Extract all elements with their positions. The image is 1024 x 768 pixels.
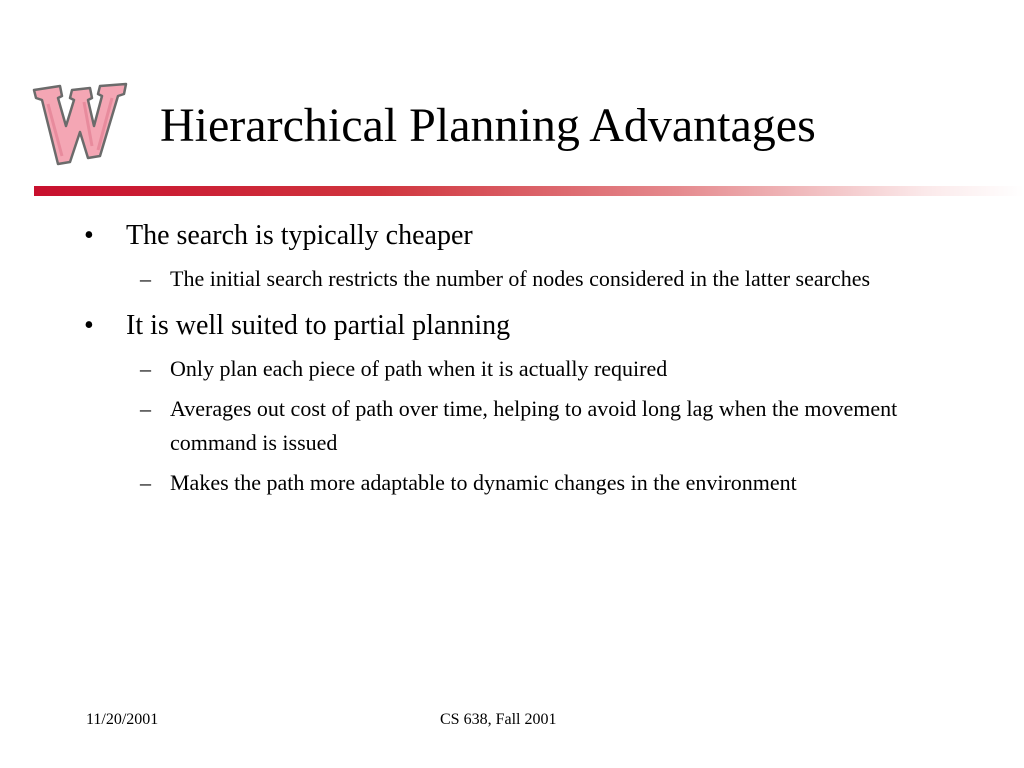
bullet-marker: •	[84, 220, 94, 251]
footer-course: CS 638, Fall 2001	[440, 711, 557, 728]
sub-bullet-marker: –	[140, 396, 151, 421]
sub-bullet-marker: –	[140, 470, 151, 495]
slide-content	[84, 212, 964, 500]
bullet-text: The search is typically cheaper	[126, 220, 473, 251]
sub-bullet-text: Makes the path more adaptable to dynamic changes in the environment	[170, 470, 797, 495]
bullet-text: It is well suited to partial planning	[126, 310, 511, 341]
bullet-marker: •	[84, 310, 94, 341]
sub-bullet-item	[84, 262, 964, 296]
sub-bullet-item	[84, 466, 964, 500]
bullet-item	[84, 306, 964, 346]
footer-date: 11/20/2001	[86, 711, 159, 728]
sub-bullet-marker: –	[140, 266, 151, 291]
wisconsin-w-logo-icon	[28, 76, 132, 180]
sub-bullet-item	[84, 392, 964, 460]
title-divider	[34, 186, 1024, 196]
sub-bullet-text: Only plan each piece of path when it is actually required	[170, 356, 668, 381]
bullet-item	[84, 216, 964, 256]
sub-bullet-item	[84, 352, 964, 386]
slide-title: Hierarchical Planning Advantages	[160, 99, 816, 152]
sub-bullet-text: The initial search restricts the number of nodes considered in the latter searches	[170, 266, 871, 291]
sub-bullet-text: Averages out cost of path over time, helping to avoid long lag when the movement command is issued	[170, 396, 898, 455]
sub-bullet-marker: –	[140, 356, 151, 381]
